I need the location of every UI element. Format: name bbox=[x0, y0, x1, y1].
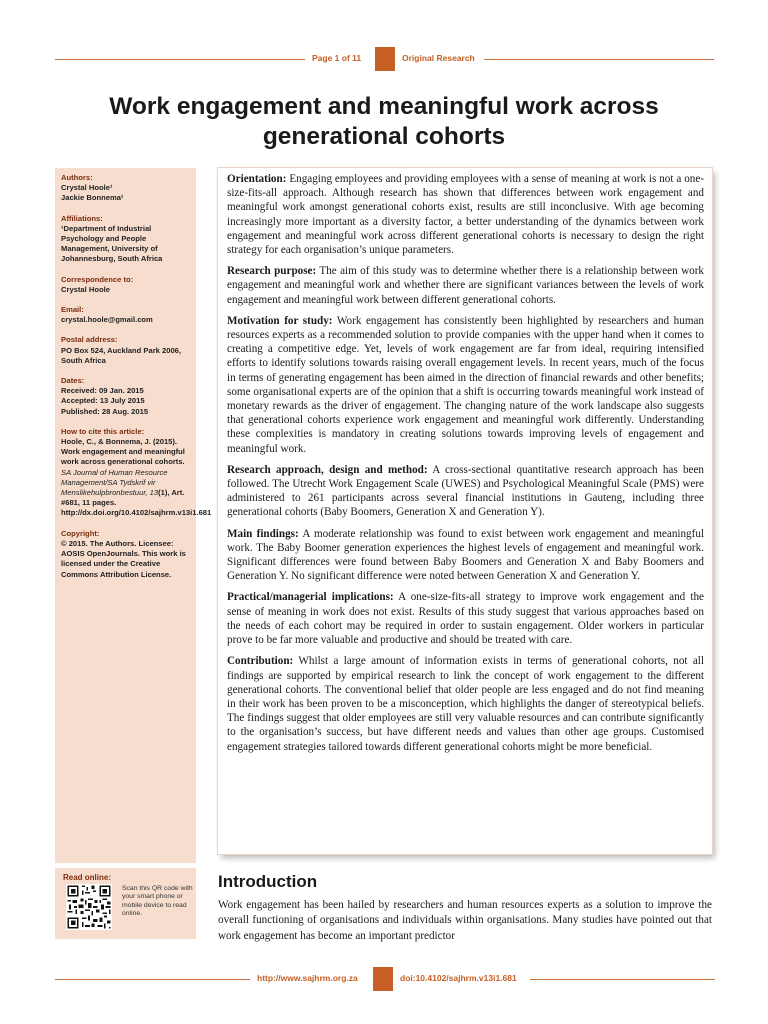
header-rule-left bbox=[55, 59, 305, 60]
abstract-section-text: Whilst a large amount of information exists in terms of generational cohorts, not all findings are supported by empirical research to link the concept of work engagement to the different generational cohorts. The conventional belief that older people are less engaged and do not find meaning in their work has been proven to be a misconception, which highlights the danger of stereotypical beliefs. The findings suggest that older employees are still very valuable resources and can contribute significantly to the organisation’s success, but have different needs and values than other age groups. Customised engagement strategies tailored towards different generational cohorts might be more beneficial. bbox=[227, 655, 704, 753]
header-rule-right bbox=[484, 59, 714, 60]
abstract-section-text: A one-size-fits-all strategy to improve work engagement and the sense of meaning in work does not exist. Results of this study suggest that various approaches based on the needs of each cohort may be required in order to sustain engagement. Older workers in particular prove to be far more valuable and productive and should be treated with care. bbox=[227, 591, 704, 647]
abstract-section-label: Main findings: bbox=[227, 527, 299, 540]
footer-rule-right bbox=[530, 979, 715, 980]
journal-url-link[interactable]: http://www.sajhrm.org.za bbox=[257, 973, 358, 983]
authors-block bbox=[61, 173, 190, 204]
abstract-paragraph bbox=[227, 314, 704, 456]
date-received: Received: 09 Jan. 2015 bbox=[61, 386, 144, 396]
abstract-section-text: The aim of this study was to determine whether there is a relationship between work engagement and meaningful work and whether there are significant variances between the levels of work engagement and meaningful work between different generational cohorts. bbox=[227, 265, 704, 306]
abstract-paragraph bbox=[227, 527, 704, 584]
correspondence-heading: Correspondence to: bbox=[61, 274, 134, 284]
dates-heading: Dates: bbox=[61, 376, 85, 386]
correspondence-name: Crystal Hoole bbox=[61, 284, 110, 294]
read-online-heading: Read online: bbox=[63, 873, 112, 882]
email-link[interactable]: crystal.hoole@gmail.com bbox=[61, 315, 153, 325]
footer-rule-left bbox=[55, 979, 250, 980]
header-accent-square bbox=[375, 47, 395, 71]
abstract-box bbox=[218, 168, 712, 854]
abstract-paragraph bbox=[227, 463, 704, 520]
correspondence-block bbox=[61, 275, 190, 295]
abstract-section-label: Research approach, design and method: bbox=[227, 463, 428, 476]
abstract-section-label: Research purpose: bbox=[227, 265, 317, 278]
citation-block bbox=[61, 426, 212, 519]
abstract-section-label: Practical/managerial implications: bbox=[227, 591, 394, 604]
citation-text bbox=[61, 437, 212, 519]
affiliation-text: ¹Department of Industrial Psychology and People Management, University of Johannesburg, South Africa bbox=[61, 223, 163, 264]
abstract-section-text: Work engagement has consistently been highlighted by researchers and human resources experts as a recommended solution to provide companies with the upper hand when it comes to creating a competitive edge. Yet, levels of work engagement are far from ideal, requiring intensified efforts to identify solutions towards raising overall engagement levels. In recent years, much of the focus in terms of generating engagement has been aimed in the direction of financial rewards and other benefits; some organisational experts are of the opinion that a shift is occurring towards meaningful work instead of monetary rewards as the driver of engagement. The changing nature of the work landscape also suggests that generational cohorts experience work engagement and meaningful work differently. Understanding these complexities is mandatory in creating solutions towards improving levels of engagement and meaningful work. bbox=[227, 314, 705, 455]
postal-heading: Postal address: bbox=[61, 335, 118, 345]
email-block bbox=[61, 305, 190, 325]
copyright-text: © 2015. The Authors. Licensee: AOSIS OpenJournals. This work is licensed under the Creative Commons Attribution License. bbox=[61, 538, 186, 579]
citation-authors: Hoole, C., & Bonnema, J. (2015). Work engagement and meaningful work across generational cohorts. bbox=[61, 437, 185, 467]
postal-address: PO Box 524, Auckland Park 2006, South Africa bbox=[61, 345, 182, 365]
abstract-section-text: Engaging employees and providing employees with a sense of meaning at work is not a one-size-fits-all approach. Although research has shown that differences between work engagement and meaningful work amongst generational cohorts exist, results are still inconclusive. With age becoming increasingly more important as a diversity factor, a better understanding of the dynamics between work engagement and meaningful work across different generational cohorts is necessary to design the right strategy for each organisation’s unique parameters. bbox=[227, 173, 704, 257]
date-accepted: Accepted: 13 July 2015 bbox=[61, 396, 145, 406]
copyright-block bbox=[61, 529, 190, 580]
section-heading-introduction: Introduction bbox=[218, 872, 318, 891]
abstract-section-text: A cross-sectional quantitative research approach has been followed. The Utrecht Work Engagement Scale (UWES) and Psychological Meaningful Scale (PMS) were administered to 261 participants across several financial institutions in Gauteng, including three generational cohorts (Baby Boomers, Generation X and Generation Y). bbox=[227, 463, 704, 519]
abstract-section-label: Motivation for study: bbox=[227, 314, 333, 327]
footer-accent-square bbox=[373, 967, 393, 991]
affiliations-heading: Affiliations: bbox=[61, 213, 103, 223]
citation-details[interactable]: (1), Art. #681, 11 pages. http://dx.doi.org/10.4102/sajhrm.v13i1.681 bbox=[61, 488, 212, 518]
read-online-instructions: Scan this QR code with your smart phone or mobile device to read online. bbox=[122, 885, 193, 918]
abstract-paragraph bbox=[227, 264, 704, 307]
abstract-paragraph bbox=[227, 654, 704, 753]
abstract-content bbox=[218, 168, 712, 754]
abstract-paragraph bbox=[227, 590, 704, 647]
dates-block bbox=[61, 376, 190, 417]
page-number: Page 1 of 11 bbox=[312, 53, 362, 63]
email-heading: Email: bbox=[61, 305, 84, 315]
citation-journal: SA Journal of Human Resource Management/SA Tydskrif vir Menslikehulpbronbestuur, 13 bbox=[61, 467, 168, 498]
author-name: Jackie Bonnema¹ bbox=[61, 193, 124, 203]
article-type: Original Research bbox=[402, 53, 475, 63]
citation-heading: How to cite this article: bbox=[61, 426, 145, 436]
authors-heading: Authors: bbox=[61, 173, 93, 182]
qr-code-icon[interactable] bbox=[66, 884, 112, 930]
article-info-sidebar bbox=[55, 168, 212, 863]
copyright-heading: Copyright: bbox=[61, 528, 100, 538]
article-title: Work engagement and meaningful work across generational cohorts bbox=[109, 93, 659, 150]
date-published: Published: 28 Aug. 2015 bbox=[61, 406, 149, 416]
doi-link[interactable]: doi:10.4102/sajhrm.v13i1.681 bbox=[400, 973, 517, 983]
postal-block bbox=[61, 335, 190, 366]
affiliations-block bbox=[61, 214, 190, 265]
introduction-paragraph: Work engagement has been hailed by researchers and human resources experts as a solution to improve the overall functioning of organisations and individuals within organisations. Many studies have pointed out that work engagement has become an important predictor bbox=[218, 899, 712, 942]
abstract-section-label: Contribution: bbox=[227, 655, 294, 668]
author-name: Crystal Hoole¹ bbox=[61, 183, 113, 193]
abstract-section-text: A moderate relationship was found to exist between work engagement and meaningful work. The Baby Boomer generation experiences the highest levels of engagement and meaningful work. Significant differences were found between Baby Boomers and Generation X and Baby Boomers and Generation Y. No significant difference were noted between Generation X and Generation Y. bbox=[227, 527, 704, 583]
abstract-section-label: Orientation: bbox=[227, 173, 287, 185]
abstract-paragraph bbox=[227, 172, 704, 257]
